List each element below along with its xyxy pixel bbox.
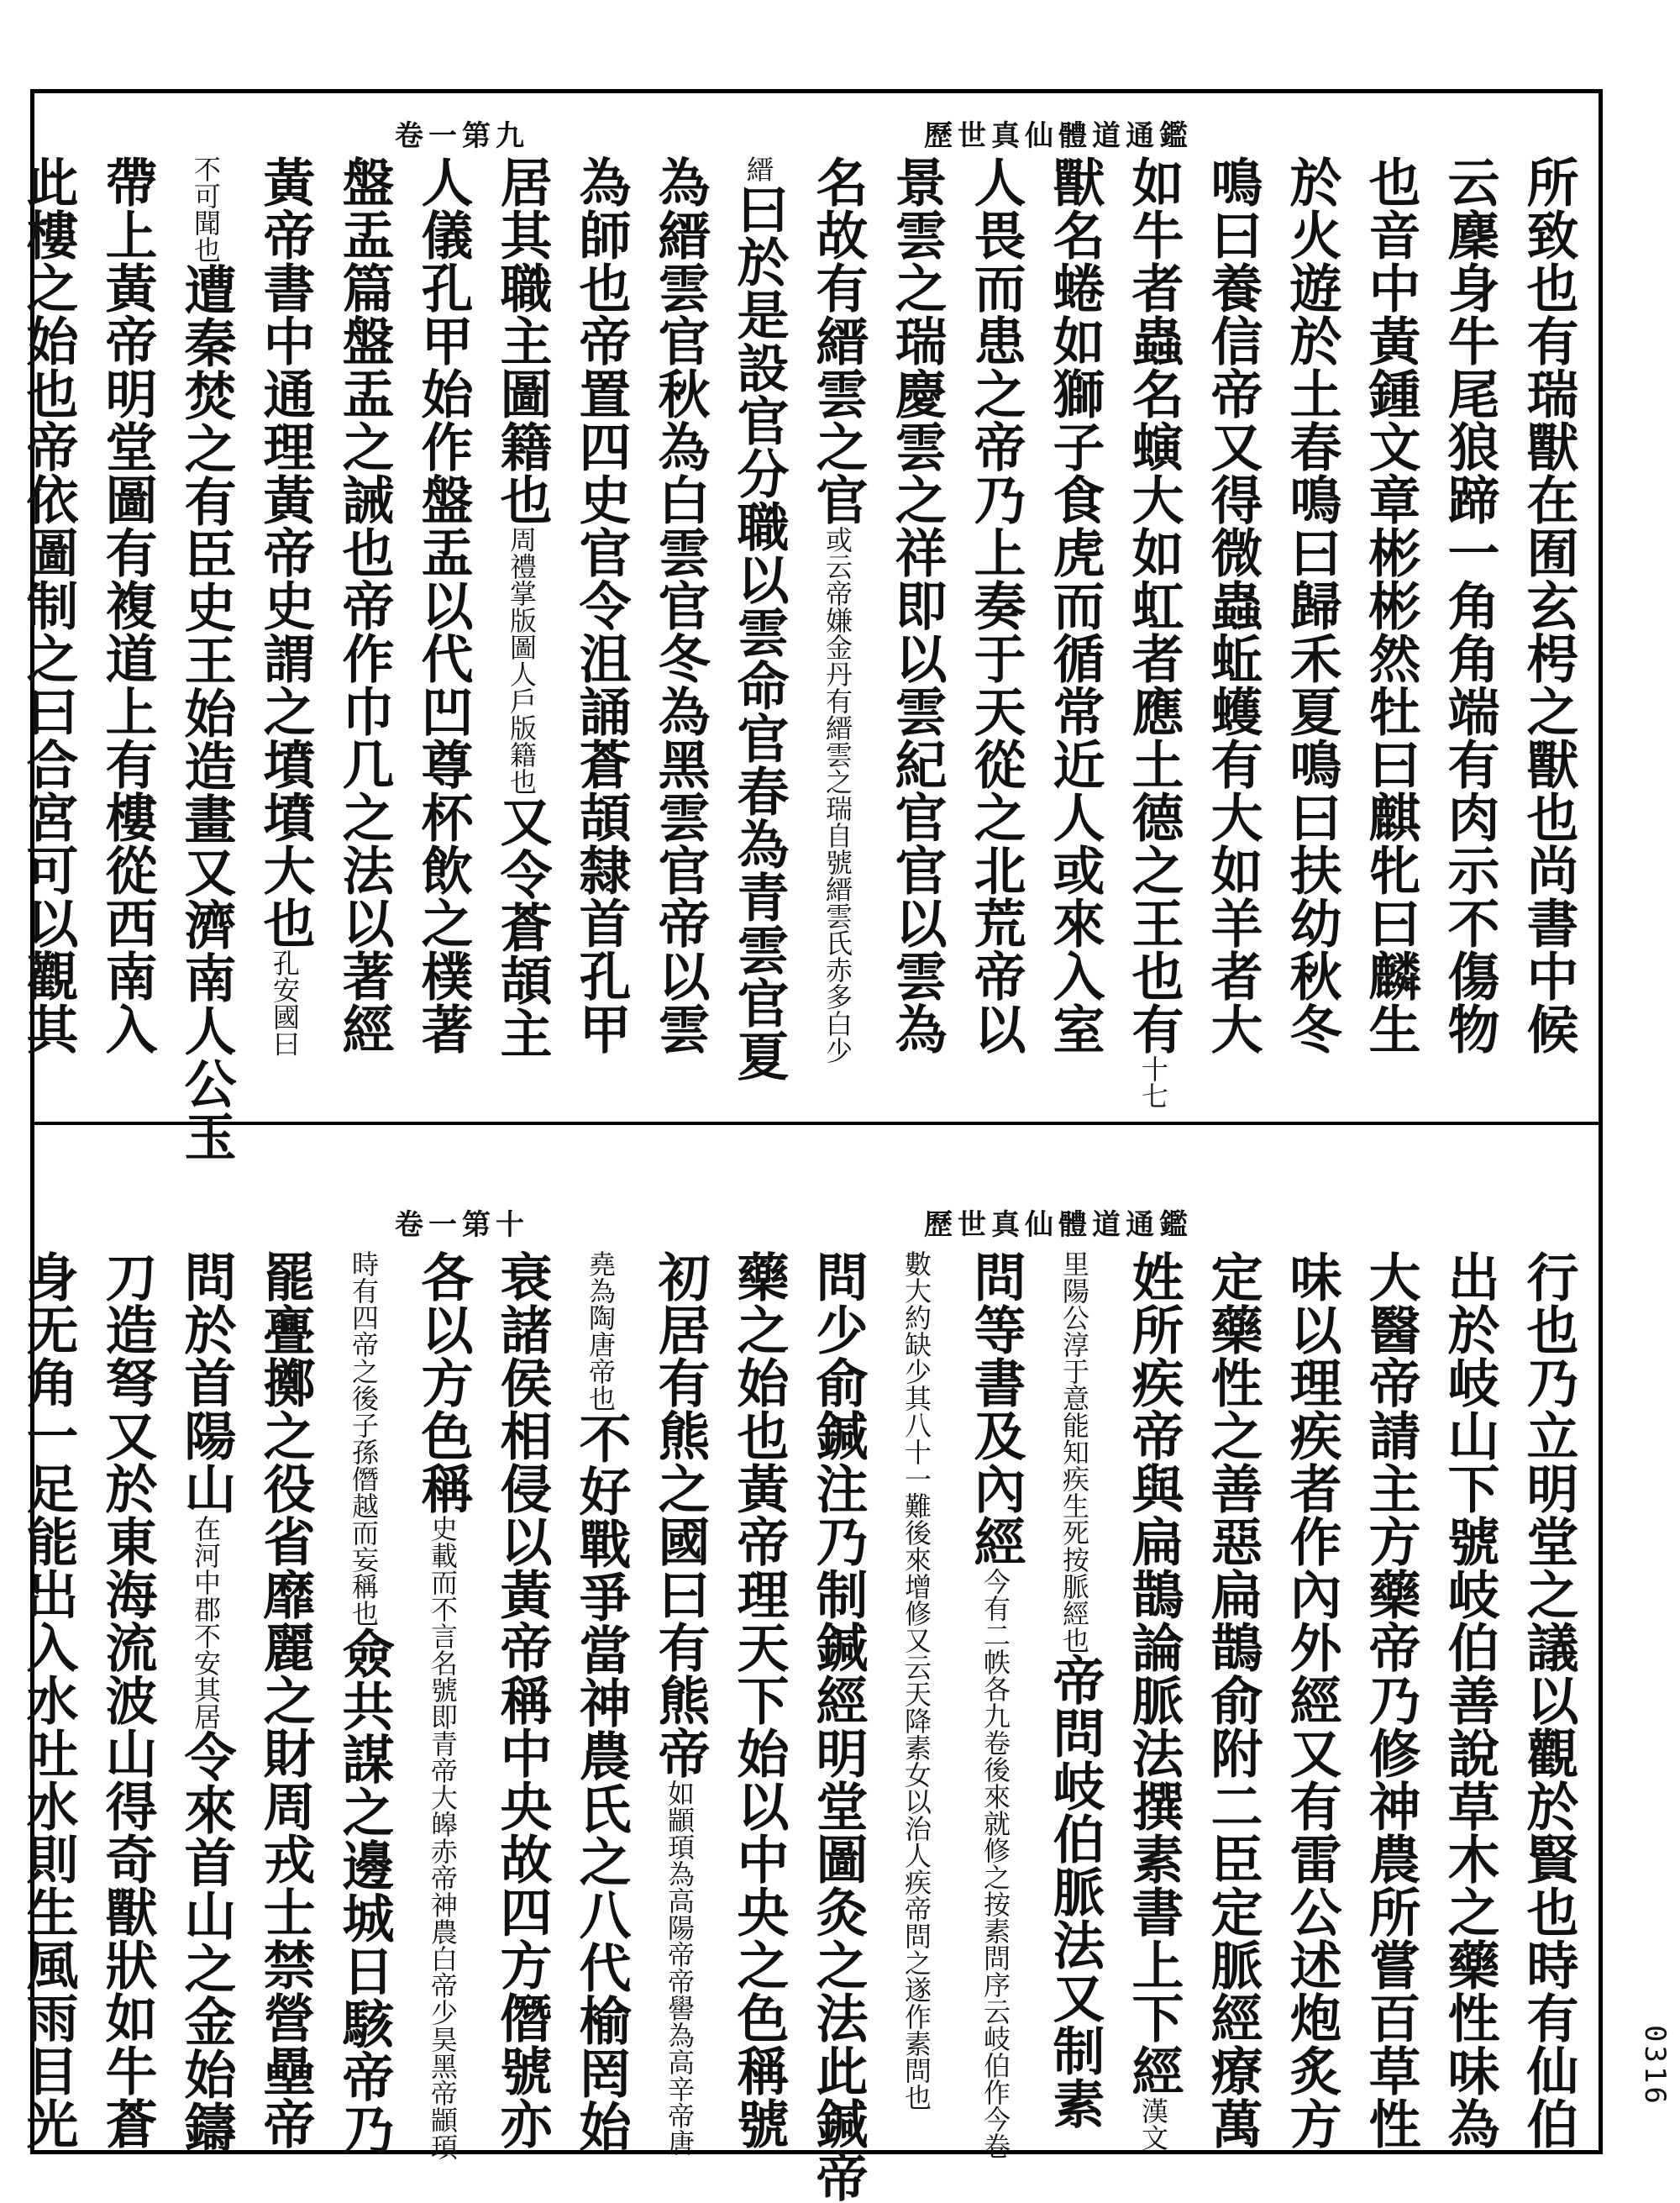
upper-text-block <box>18 155 1588 1163</box>
upper-column: 所致也有瑞獸在囿玄枵之獸也尚書中候 <box>1518 155 1579 1055</box>
upper-column <box>798 155 877 1101</box>
lower-column <box>324 1250 403 2156</box>
lower-head-volume: 卷一第十 <box>395 1208 529 1242</box>
upper-head-title: 歷世真仙體道通鑑 <box>924 119 1193 153</box>
upper-note-gap <box>0 155 8 1101</box>
lower-note-folio <box>0 1250 8 2137</box>
lower-column <box>640 1250 719 2156</box>
upper-column <box>1114 155 1193 1109</box>
lower-column-text: 帝 <box>807 2150 869 2203</box>
upper-column-text: 黃帝書中通理黃帝史謂之墳墳大也 <box>255 155 316 949</box>
lower-column: 味以理疾者作內外經又有雷公述炮炙方 <box>1281 1250 1342 2150</box>
lower-column <box>1114 1250 1193 2151</box>
lower-column: 出於岐山下號岐伯善說草木之藥性味為 <box>1439 1250 1500 2150</box>
lower-note: 如顓頊為高陽帝 <box>664 1780 696 1968</box>
lower-note: 時有四帝之後子孫僭越而妄稱也 <box>348 1250 380 1627</box>
lower-column <box>1035 1250 1114 2137</box>
lower-column-text: 初居有熊之國曰有熊帝 <box>649 1250 711 1780</box>
lower-note: 史載而不言名號即青帝大皞 <box>427 1515 459 1838</box>
lower-note: 堯為陶唐帝也 <box>585 1250 617 1412</box>
upper-column: 為縉雲官秋為白雲官冬為黑雲官帝以雲 <box>649 155 711 1055</box>
lower-column-text: 姓所疾帝與扁鵲論脈法撰素書上下經 <box>1123 1250 1184 2097</box>
lower-note: 漢文 <box>1137 2097 1169 2151</box>
margin-page-number: 0316 <box>1638 2025 1672 2107</box>
lower-column <box>166 1250 245 2153</box>
upper-note-folio: 十七 <box>1137 1055 1169 1109</box>
lower-column: 行也乃立明堂之議以觀於賢也時有仙伯 <box>1518 1250 1579 2150</box>
lower-text-block <box>18 1250 1588 2203</box>
upper-column-text: 名故有縉雲之官 <box>807 155 869 526</box>
upper-column <box>166 155 245 1163</box>
upper-column: 此樓之始也帝依圖制之曰合宮可以觀其 <box>18 155 79 1055</box>
lower-note: 赤帝神農白帝少昊黑帝顓頊 <box>427 1838 459 2160</box>
upper-column: 盤盂篇盤盂之誡也帝作巾几之法以著經 <box>333 155 395 1055</box>
lower-column <box>403 1250 482 2160</box>
upper-column: 鳴曰養信帝又得微蟲蚯蠖有大如羊者大 <box>1202 155 1263 1055</box>
lower-column: 衰諸侯相侵以黃帝稱中央故四方僭號亦 <box>491 1250 553 2150</box>
lower-column <box>798 1250 877 2203</box>
upper-note: 縉 <box>743 155 774 182</box>
page-divider <box>30 1122 1603 1125</box>
lower-note: 里陽公淳于意能知疾生死按脈經也 <box>1058 1250 1090 1654</box>
lower-head-title: 歷世真仙體道通鑑 <box>924 1208 1193 1242</box>
lower-column-text: 各以方色稱 <box>412 1250 474 1515</box>
lower-column-text: 不好戰爭當神農氏之八代榆罔始 <box>570 1412 632 2153</box>
lower-note: 今有二帙各九卷後來就修之按素問序云岐伯作今卷 <box>979 1568 1011 2159</box>
lower-column <box>561 1250 640 2153</box>
lower-column <box>956 1250 1035 2159</box>
upper-running-head <box>395 113 1571 153</box>
lower-column: 藥之始也黃帝理天下始以中央之色稱號 <box>728 1250 790 2150</box>
lower-column-text: 問等書及內經 <box>965 1250 1026 1568</box>
upper-column-text: 如牛者蟲名螾大如虹者應土德之王也有 <box>1123 155 1184 1055</box>
upper-column: 也音中黃鍾文章彬彬然牡曰麒牝曰麟生 <box>1360 155 1421 1055</box>
upper-column: 人儀孔甲始作盤盂以代凹尊杯飲之樸著 <box>412 155 474 1055</box>
upper-column: 景雲之瑞慶雲之祥即以雲紀官官以雲為 <box>886 155 948 1055</box>
upper-column: 人畏而患之帝乃上奏于天從之北荒帝以 <box>965 155 1026 1055</box>
lower-column: 大醫帝請主方藥帝乃修神農所嘗百草性 <box>1360 1250 1421 2150</box>
upper-note: 或云帝嫌金丹有縉雲之瑞自號縉雲氏赤多白少 <box>822 526 853 1064</box>
lower-note: 在河中郡不安其居 <box>190 1515 222 1730</box>
lower-column: 身无角一足能出入水吐水則生風雨目光 <box>18 1250 79 2150</box>
lower-column: 罷亹擲之役省靡麗之財周戎士禁營壘帝 <box>255 1250 316 2150</box>
upper-column: 獸名蜷如獅子食虎而循常近人或來入室 <box>1044 155 1105 1055</box>
upper-note: 孔安國曰 <box>269 949 301 1057</box>
lower-column-text: 帝問岐伯脈法又制素 <box>1044 1654 1105 2130</box>
upper-column-text: 曰於是設官分職以雲命官春為青雲官夏 <box>728 182 790 1082</box>
upper-column-text: 遭秦焚之有臣史王始造畫又濟南人公玉 <box>176 263 237 1163</box>
upper-head-volume: 卷一第九 <box>395 119 529 153</box>
lower-running-head <box>395 1201 1571 1242</box>
lower-column-text: 問於首陽山 <box>176 1250 237 1515</box>
upper-column <box>719 155 798 1101</box>
lower-column: 刀造弩又於東海流波山得奇獸狀如牛蒼 <box>97 1250 158 2150</box>
upper-column: 於火遊於土春鳴曰歸禾夏鳴曰扶幼秋冬 <box>1281 155 1342 1055</box>
upper-column <box>482 155 561 1101</box>
upper-column: 帶上黃帝明堂圖有複道上有樓從西南入 <box>97 155 158 1055</box>
lower-column-text: 問少俞鍼注乃制鍼經明堂圖灸之法此鍼 <box>807 1250 869 2150</box>
lower-column: 定藥性之善惡扁鵲俞附二臣定脈經療萬 <box>1202 1250 1263 2150</box>
lower-note-column: 數大約缺少其八十一難後來增修又云天降素女以治人疾帝問之遂作素問也 <box>900 1250 932 2111</box>
upper-column-text: 居其職主圖籍也 <box>491 155 553 526</box>
upper-note: 不可聞也 <box>190 155 222 263</box>
upper-note: 周禮掌版圖人戶版籍也 <box>506 526 538 795</box>
upper-column: 云麇身牛尾狼蹄一角角端有肉示不傷物 <box>1439 155 1500 1055</box>
upper-column-text: 又令蒼頡主 <box>491 795 553 1059</box>
upper-column: 為師也帝置四史官令沮誦蒼頡隸首孔甲 <box>570 155 632 1055</box>
upper-column <box>245 155 324 1101</box>
lower-column-text: 僉共謀之邊城日駭帝乃 <box>333 1627 395 2156</box>
lower-note: 帝嚳為高辛帝唐 <box>664 1968 696 2156</box>
lower-column-text: 令來首山之金始鑄 <box>176 1730 237 2153</box>
